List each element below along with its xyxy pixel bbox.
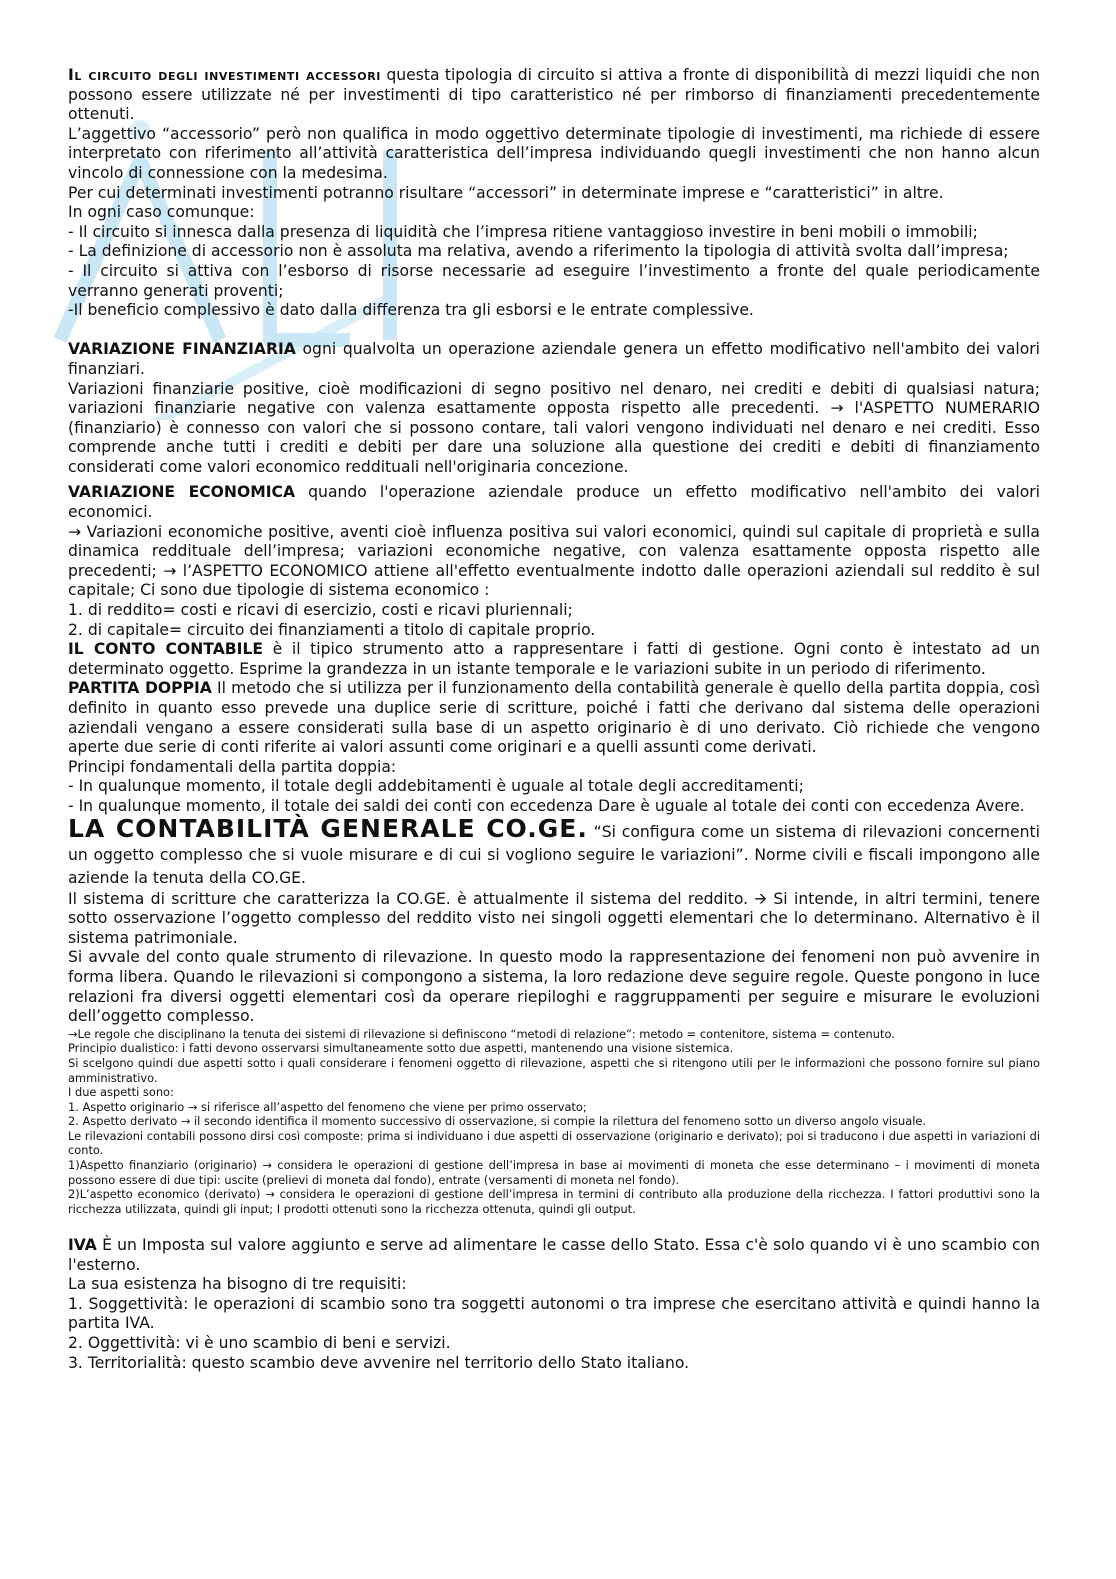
small-note: 2)L’aspetto economico (derivato) → considera le operazioni di gestione dell’impresa in termini di contributo alla produzione della ricchezza. I fattori produttivi sono la ricchezza utilizzata, quindi gli input; I prodotti ottenuti sono la ricchezza ottenuta, quindi gli output. <box>68 1187 1040 1216</box>
small-note: →Le regole che disciplinano la tenuta dei sistemi di rilevazione si definiscono “metodi di relazione”: metodo = contenitore, sistema = contenuto. <box>68 1026 895 1041</box>
heading-contabilita-generale: LA CONTABILITÀ GENERALE CO.GE <box>68 813 578 843</box>
small-note: 2. Aspetto derivato → il secondo identifica il momento successivo di osservazione, si compie la rilettura del fenomeno sotto un diverso angolo visuale. <box>68 1114 927 1129</box>
list-item: - Il circuito si attiva con l’esborso di risorse necessarie ad eseguire l’investimento a fronte del quale periodicamente verranno generati proventi; <box>68 261 1040 300</box>
paragraph: Principi fondamentali della partita doppia: <box>68 757 397 776</box>
small-note: Principio dualistico: i fatti devono osservarsi simultaneamente sotto due aspetti, mantenendo una visione sistemica. <box>68 1041 734 1056</box>
list-item: 2. Oggettività: vi è uno scambio di beni e servizi. <box>68 1334 451 1352</box>
small-note: Le rilevazioni contabili possono dirsi così composte: prima si individuano i due aspetti di osservazione (originario e derivato); poi si traducono i due aspetti in variazioni di conto. <box>68 1128 1040 1158</box>
paragraph: Si avvale del conto quale strumento di rilevazione. In questo modo la rappresentazione dei fenomeni non può avvenire in forma libera. Quando le rilevazioni si compongono a sistema, la loro redazione deve seguire regole. Queste pongono in luce relazioni fra diversi oggetti elementari così da operare riepiloghi e raggruppamenti per seguire e misurare le evoluzioni dell’oggetto complesso. <box>68 948 1040 1026</box>
heading-conto-contabile: IL CONTO CONTABILE <box>68 640 264 659</box>
paragraph: L’aggettivo “accessorio” però non qualifica in modo oggettivo determinate tipologie di investimenti, ma richiede di essere interpretato con riferimento all’attività caratteristica dell’impresa individuando quegli investimenti che non hanno alcun vincolo di connessione con la medesima. <box>68 124 1040 182</box>
heading-partita-doppia: PARTITA DOPPIA <box>68 679 212 698</box>
list-item: 3. Territorialità: questo scambio deve avvenire nel territorio dello Stato italiano. <box>68 1353 690 1372</box>
small-note: 1. Aspetto originario → si riferisce all’aspetto del fenomeno che viene per primo osservato; <box>68 1099 587 1114</box>
heading-iva: IVA <box>68 1236 97 1255</box>
heading-variazione-economica: VARIAZIONE ECONOMICA <box>68 483 296 502</box>
section-variazione-economica: VARIAZIONE ECONOMICA quando l'operazione aziendale produce un effetto modificativo nell'ambito dei valori economici. <box>68 483 1040 522</box>
section-iva: IVA È un Imposta sul valore aggiunto e serve ad alimentare le casse dello Stato. Essa c'è solo quando vi è uno scambio con l'esterno. <box>68 1236 1040 1274</box>
list-item: - La definizione di accessorio non è assoluta ma relativa, avendo a riferimento la tipologia di attività svolta dall’impresa; <box>68 242 1009 261</box>
list-item: 1. Soggettività: le operazioni di scambio sono tra soggetti autonomi o tra imprese che esercitano attività e quindi hanno la partita IVA. <box>68 1294 1040 1333</box>
heading-variazione-finanziaria: VARIAZIONE FINANZIARIA <box>68 340 296 359</box>
list-item: 2. di capitale= circuito dei finanziamenti a titolo di capitale proprio. <box>68 620 596 639</box>
paragraph: In ogni caso comunque: <box>68 203 255 222</box>
section-variazione-finanziaria: VARIAZIONE FINANZIARIA ogni qualvolta un operazione aziendale genera un effetto modificativo nell'ambito dei valori finanziari. <box>68 340 1040 378</box>
paragraph: Variazioni finanziarie positive, cioè modificazioni di segno positivo nel denaro, nei crediti e debiti di qualsiasi natura; variazioni finanziarie negative con valenza esattamente opposta rispetto alle precedenti. → l'ASPETTO NUMERARIO (finanziario) è connesso con valori che si possono contare, tali valori vengono individuati nel denaro e nei crediti. Esso comprende anche tutti i crediti e debiti per dare una soluzione alla questione dei crediti e debiti di finanziamento considerati come valori economico reddituali nell'originaria concezione. <box>68 379 1040 476</box>
list-item: - In qualunque momento, il totale degli addebitamenti è uguale al totale degli accreditamenti; <box>68 777 804 796</box>
section-investimenti-accessori: Il circuito degli investimenti accessori questa tipologia di circuito si attiva a fronte di disponibilità di mezzi liquidi che non possono essere utilizzate né per investimenti di tipo caratteristico né per rimborso di finanziamenti precedentemente ottenuti. <box>68 66 1040 124</box>
paragraph: Il sistema di scritture che caratterizza la CO.GE. è attualmente il sistema del reddito. 🡪 Si intende, in altri termini, tenere sotto osservazione l’oggetto complesso del reddito visto nei singoli oggetti elementari che lo determinano. Alternativo è il sistema patrimoniale. <box>68 889 1040 947</box>
paragraph: → Variazioni economiche positive, aventi cioè influenza positiva sui valori economici, quindi sul capitale di proprietà e sulla dinamica reddituale dell’impresa; variazioni economiche negative, con valenza esattamente opposta rispetto alle precedenti; → l’ASPETTO ECONOMICO attiene all'effetto eventualmente indotto dalle operazioni aziendali sul reddito è sul capitale; Ci sono due tipologie di sistema economico : <box>68 522 1040 600</box>
list-item: 1. di reddito= costi e ricavi di esercizio, costi e ricavi pluriennali; <box>68 601 573 620</box>
list-item: - Il circuito si innesca dalla presenza di liquidità che l’impresa ritiene vantaggioso investire in beni mobili o immobili; <box>68 222 978 241</box>
section-contabilita-generale: LA CONTABILITÀ GENERALE CO.GE. “Si configura come un sistema di rilevazioni concernenti un oggetto complesso che si vuole misurare e di cui si vogliono seguire le variazioni”. Norme civili e fiscali impongono alle aziende la tenuta della CO.GE. <box>68 813 1040 887</box>
heading-circuito-investimenti: Il circuito degli investimenti accessori <box>68 66 381 84</box>
paragraph: Per cui determinati investimenti potranno risultare “accessori” in determinate imprese e “caratteristici” in altre. <box>68 183 944 202</box>
paragraph: La sua esistenza ha bisogno di tre requisiti: <box>68 1275 407 1294</box>
small-note: Si scelgono quindi due aspetti sotto i quali considerare i fenomeni oggetto di rilevazione, aspetti che si ritengono utili per le informazioni che possono fornire sul piano amministrativo. <box>68 1055 1040 1085</box>
small-note: I due aspetti sono: <box>68 1085 174 1100</box>
section-partita-doppia: PARTITA DOPPIA Il metodo che si utilizza per il funzionamento della contabilità generale è quello della partita doppia, così definito in quanto esso prevede una duplice serie di scritture, poiché i fatti che derivano dal sistema delle operazioni aziendali vengano a essere considerati sulla base di un aspetto originario è di uno derivato. Ciò richiede che vengono aperte due serie di conti riferite ai valori assunti come originari e a quelli assunti come derivati. <box>68 679 1040 757</box>
small-note: 1)Aspetto finanziario (originario) → considera le operazioni di gestione dell’impresa in base ai movimenti di moneta che esse determinano – i movimenti di moneta possono essere di due tipi: uscite (prelievi di moneta dal fondo), entrate (versamenti di moneta nel fondo). <box>68 1158 1040 1187</box>
list-item: - In qualunque momento, il totale dei saldi dei conti con eccedenza Dare è uguale al totale dei conti con eccedenza Avere. <box>68 796 1025 815</box>
section-conto-contabile: IL CONTO CONTABILE è il tipico strumento atto a rappresentare i fatti di gestione. Ogni conto è intestato ad un determinato oggetto. Esprime la grandezza in un istante temporale e le variazioni subite in un periodo di riferimento. <box>68 640 1041 678</box>
document-body <box>68 66 1040 1373</box>
list-item: -Il beneficio complessivo è dato dalla differenza tra gli esborsi e le entrate complessive. <box>68 301 754 320</box>
